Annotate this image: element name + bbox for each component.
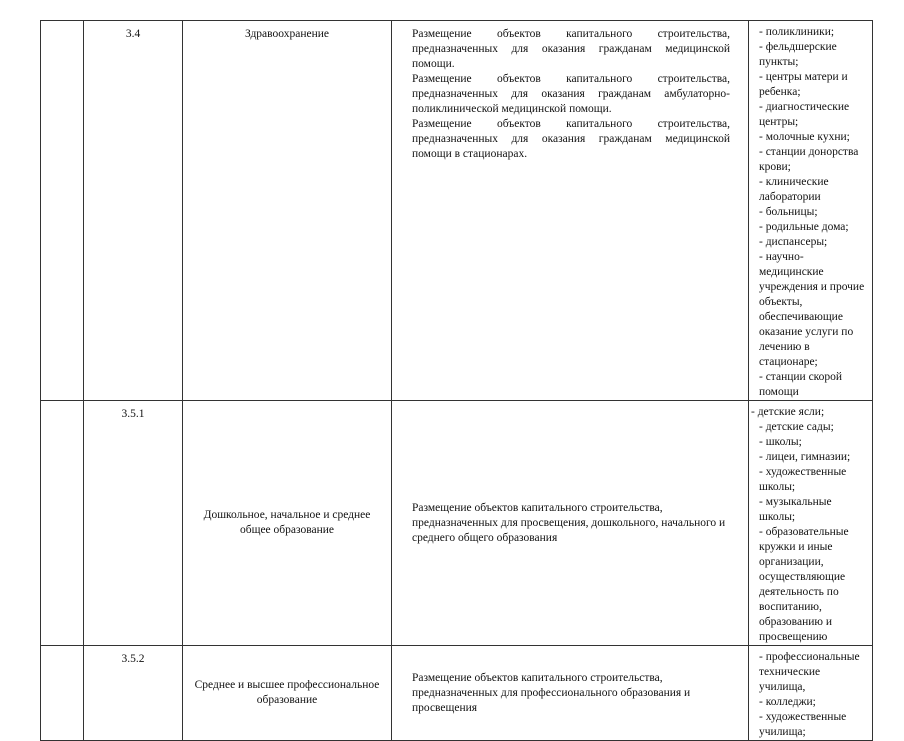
list-item: - молочные кухни; (759, 131, 850, 143)
blank-cell (41, 401, 84, 646)
row-name: Дошкольное, начальное и среднее общее образование (183, 401, 392, 646)
list-item: - художественные школы; (759, 466, 847, 493)
list-item: - музыкальные школы; (759, 496, 832, 523)
table-row (41, 401, 873, 646)
list-item: - научно-медицинские учреждения и прочие объекты, обеспечивающие оказание услуги по лечению в стационаре; (759, 251, 865, 368)
list-item: - больницы; (759, 206, 818, 218)
row-code: 3.4 (84, 21, 183, 401)
description-paragraph: Размещение объектов капитального строительства, предназначенных для просвещения, дошкольного, начального и среднего общего образования (412, 501, 726, 544)
row-items (749, 401, 873, 646)
blank-cell (41, 21, 84, 401)
row-name: Среднее и высшее профессиональное образование (183, 646, 392, 741)
list-item: - лицеи, гимназии; (759, 451, 851, 463)
description-paragraph: Размещение объектов капитального строительства, предназначенных для оказания гражданам медицинской помощи. (412, 28, 730, 70)
list-item: - фельдшерские пункты; (759, 41, 837, 68)
list-item: - образовательные кружки и иные организации, осуществляющие деятельность по воспитанию, образованию и просвещению (759, 526, 849, 643)
row-items (749, 21, 873, 401)
list-item: - станции донорства крови; (759, 146, 859, 173)
list-item: - клинические лаборатории (759, 176, 829, 203)
row-name: Здравоохранение (183, 21, 392, 401)
table-row (41, 646, 873, 741)
row-description (392, 401, 749, 646)
row-items (749, 646, 873, 741)
list-item: - родильные дома; (759, 221, 849, 233)
row-code: 3.5.1 (84, 401, 183, 646)
land-use-table (40, 20, 873, 741)
row-description (392, 21, 749, 401)
list-item: - художественные училища; (759, 711, 847, 738)
list-item: - центры матери и ребенка; (759, 71, 848, 98)
list-item: - диспансеры; (759, 236, 828, 248)
list-item: - профессиональные технические училища, (759, 651, 860, 693)
description-paragraph: Размещение объектов капитального строительства, предназначенных для оказания гражданам медицинской помощи в стационарах. (412, 118, 730, 160)
list-item: - детские ясли; (751, 406, 825, 418)
blank-cell (41, 646, 84, 741)
list-item: - детские сады; (759, 421, 834, 433)
list-item: - станции скорой помощи (759, 371, 843, 398)
list-item: - школы; (759, 436, 802, 448)
description-paragraph: Размещение объектов капитального строительства, предназначенных для профессионального образования и просвещения (412, 671, 691, 714)
list-item: - поликлиники; (759, 26, 835, 38)
list-item: - колледжи; (759, 696, 816, 708)
list-item: - диагностические центры; (759, 101, 850, 128)
description-paragraph: Размещение объектов капитального строительства, предназначенных для оказания гражданам амбулаторно-поликлинической медицинской помощи. (412, 73, 730, 115)
table-row (41, 21, 873, 401)
row-description (392, 646, 749, 741)
row-code: 3.5.2 (84, 646, 183, 741)
